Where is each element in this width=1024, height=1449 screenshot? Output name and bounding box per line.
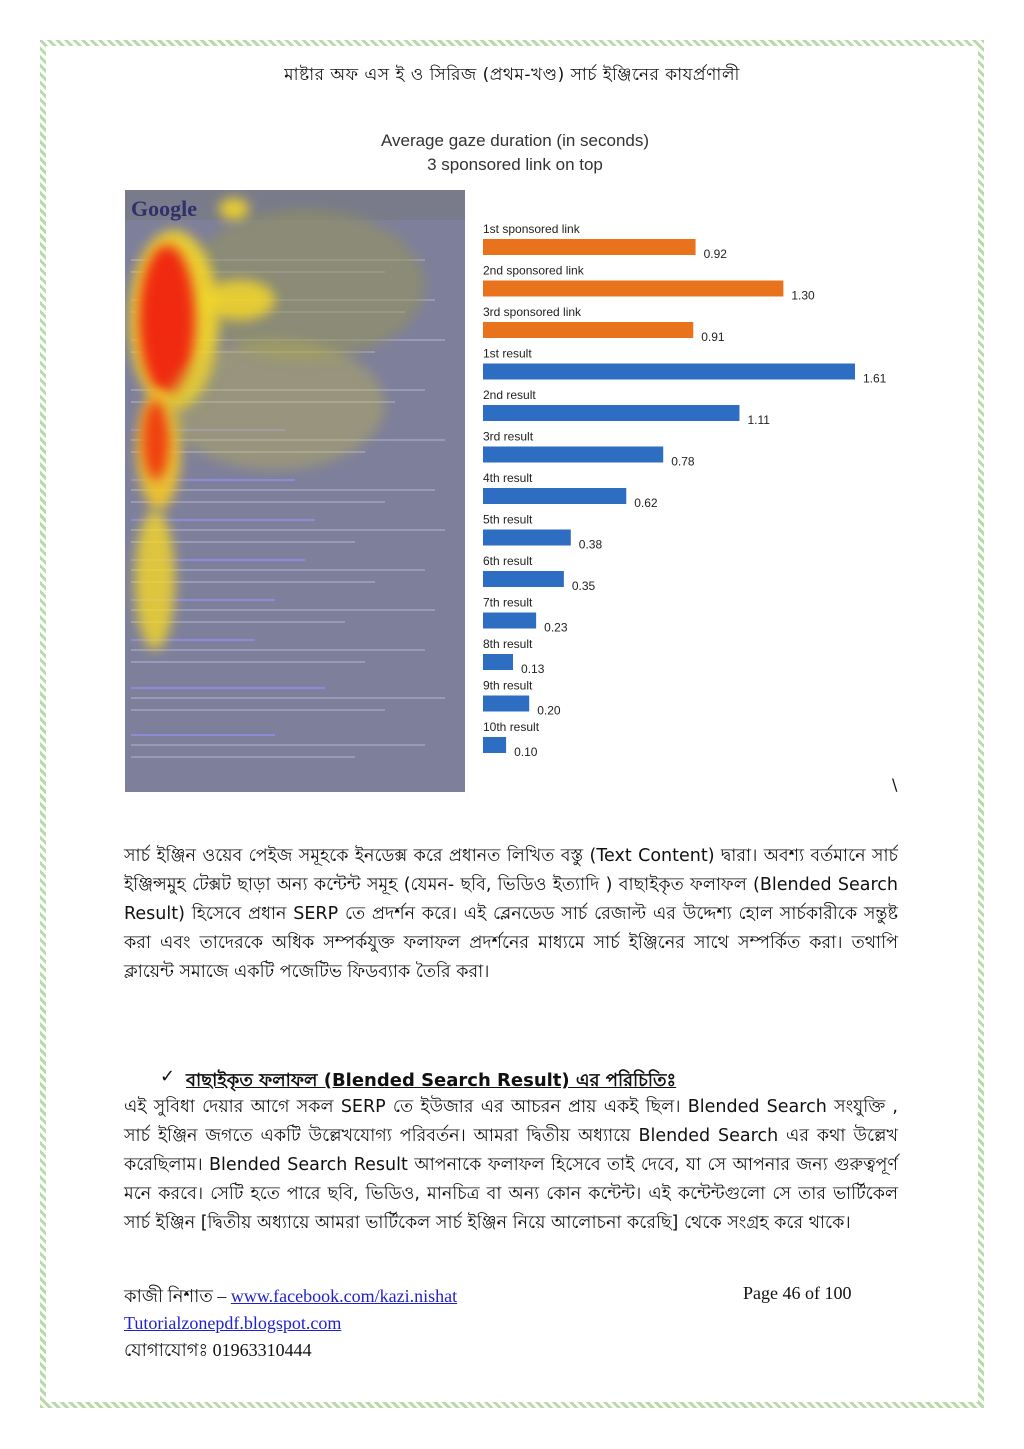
category-label: 9th result (483, 678, 533, 693)
category-label: 7th result (483, 595, 533, 610)
bar (483, 364, 855, 380)
figure-title: Average gaze duration (in seconds) (380, 131, 650, 150)
category-label: 3rd result (483, 429, 534, 444)
bar (483, 571, 564, 587)
value-label: 0.62 (634, 496, 658, 510)
gaze-bar-chart (480, 215, 905, 775)
heat-region (219, 198, 249, 220)
bar (483, 405, 739, 421)
footer-contact (124, 1283, 457, 1364)
intro-paragraph: সার্চ ইঞ্জিন ওয়েব পেইজ সমূহকে ইনডেক্স করে প্রধানত লিখিত বস্তু (Text Content) দ্বারা। অবশ্য বর্তমানে সার্চ ইঞ্জিন্সমুহ টেক্সট ছাড়া অন্য কন্টেন্ট সমূহ (যেমন- ছবি, ভিডিও ইত্যাদি ) বাছাইকৃত ফলাফল (Blended Search Result) হিসেবে প্রধান SERP তে প্রদর্শন করে। এই ব্লেনডেড সার্চ রেজাল্ট এর উদ্দেশ্য হোল সার্চকারীকে সন্তুষ্ট করা এবং তাদেরকে অধিক সম্পর্কযুক্ত ফলাফল প্রদর্শনের মাধ্যমে সার্চ ইঞ্জিনের সাথে সম্পর্কিত করা। তথাপি ক্লায়েন্ট সমাজে একটি পজেটিভ ফিডব্যাক তৈরি করা। (124, 846, 898, 982)
google-logo: Google (131, 196, 197, 221)
value-label: 0.92 (703, 247, 727, 261)
value-label: 0.10 (514, 745, 538, 759)
bar (483, 530, 571, 546)
blog-link[interactable]: Tutorialzonepdf.blogspot.com (124, 1313, 342, 1333)
category-label: 10th result (483, 720, 540, 734)
value-label: 0.13 (521, 662, 545, 676)
value-label: 1.30 (791, 288, 815, 303)
category-label: 1st result (483, 346, 532, 361)
category-label: 4th result (483, 471, 533, 485)
bar (483, 281, 783, 297)
footer-phone: যোগাযোগঃ 01963310444 (124, 1340, 312, 1360)
value-label: 0.20 (537, 703, 561, 718)
value-label: 0.35 (571, 579, 596, 593)
serp-heatmap-image (125, 190, 465, 792)
figure-subtitle: 3 sponsored link on top (427, 155, 603, 174)
value-label: 0.23 (544, 620, 568, 635)
bar (483, 239, 696, 255)
category-label: 1st sponsored link (483, 222, 580, 236)
heat-region (165, 340, 385, 470)
bar-chart-svg (480, 215, 905, 775)
bar (483, 488, 626, 504)
bar (483, 613, 536, 629)
value-label: 0.78 (671, 454, 695, 469)
value-label: 1.11 (747, 413, 770, 427)
value-label: 0.38 (578, 537, 603, 552)
blended-search-paragraph: এই সুবিধা দেয়ার আগে সকল SERP তে ইউজার এর আচরন প্রায় একই ছিল। Blended Search সংযুক্তি , সার্চ ইঞ্জিন জগতে একটি উল্লেখযোগ্য পরিবর্তন। আমরা দ্বিতীয় অধ্যায়ে Blended Search এর কথা উল্লেখ করেছিলাম। Blended Search Result আপনাকে ফলাফল হিসেবে তাই দেবে, যা সে আপনার জন্য গুরুত্বপূর্ণ মনে করবে। সেটি হতে পারে ছবি, ভিডিও, মানচিত্র বা অন্য কোন কন্টেন্ট। এই কন্টেন্টগুলো সে তার ভার্টিকেল সার্চ ইঞ্জিন [দ্বিতীয় অধ্যায়ে আমরা ভার্টিকেল সার্চ ইঞ্জিন নিয়ে আলোচনা করেছি] থেকে সংগ্রহ করে থাকে। (124, 1097, 898, 1233)
heat-region (205, 280, 275, 320)
category-label: 3rd sponsored link (483, 305, 582, 319)
category-label: 5th result (483, 512, 533, 527)
bar (483, 447, 663, 463)
value-label: 0.91 (701, 330, 725, 344)
bar (483, 737, 506, 753)
footer-author: কাজী নিশাত – (124, 1286, 227, 1306)
page-number: Page 46 of 100 (743, 1283, 852, 1303)
bar (483, 696, 529, 712)
value-label: 1.61 (863, 371, 887, 386)
category-label: 8th result (483, 637, 533, 651)
bar (483, 322, 693, 338)
gaze-figure (125, 125, 905, 795)
check-icon: ✓ (160, 1066, 176, 1087)
category-label: 2nd sponsored link (483, 263, 584, 278)
category-label: 2nd result (483, 388, 536, 402)
heat-region (135, 510, 175, 650)
section-heading: বাছাইকৃত ফলাফল (Blended Search Result) এর পরিচিতিঃ (186, 1070, 677, 1091)
stray-mark: \ (892, 775, 898, 794)
facebook-link[interactable]: www.facebook.com/kazi.nishat (230, 1286, 458, 1306)
page-header: মাষ্টার অফ এস ই ও সিরিজ (প্রথম-খণ্ড) সার্চ ইঞ্জিনের কাযর্প্রণালী (284, 65, 740, 85)
bar (483, 654, 513, 670)
category-label: 6th result (483, 554, 533, 568)
